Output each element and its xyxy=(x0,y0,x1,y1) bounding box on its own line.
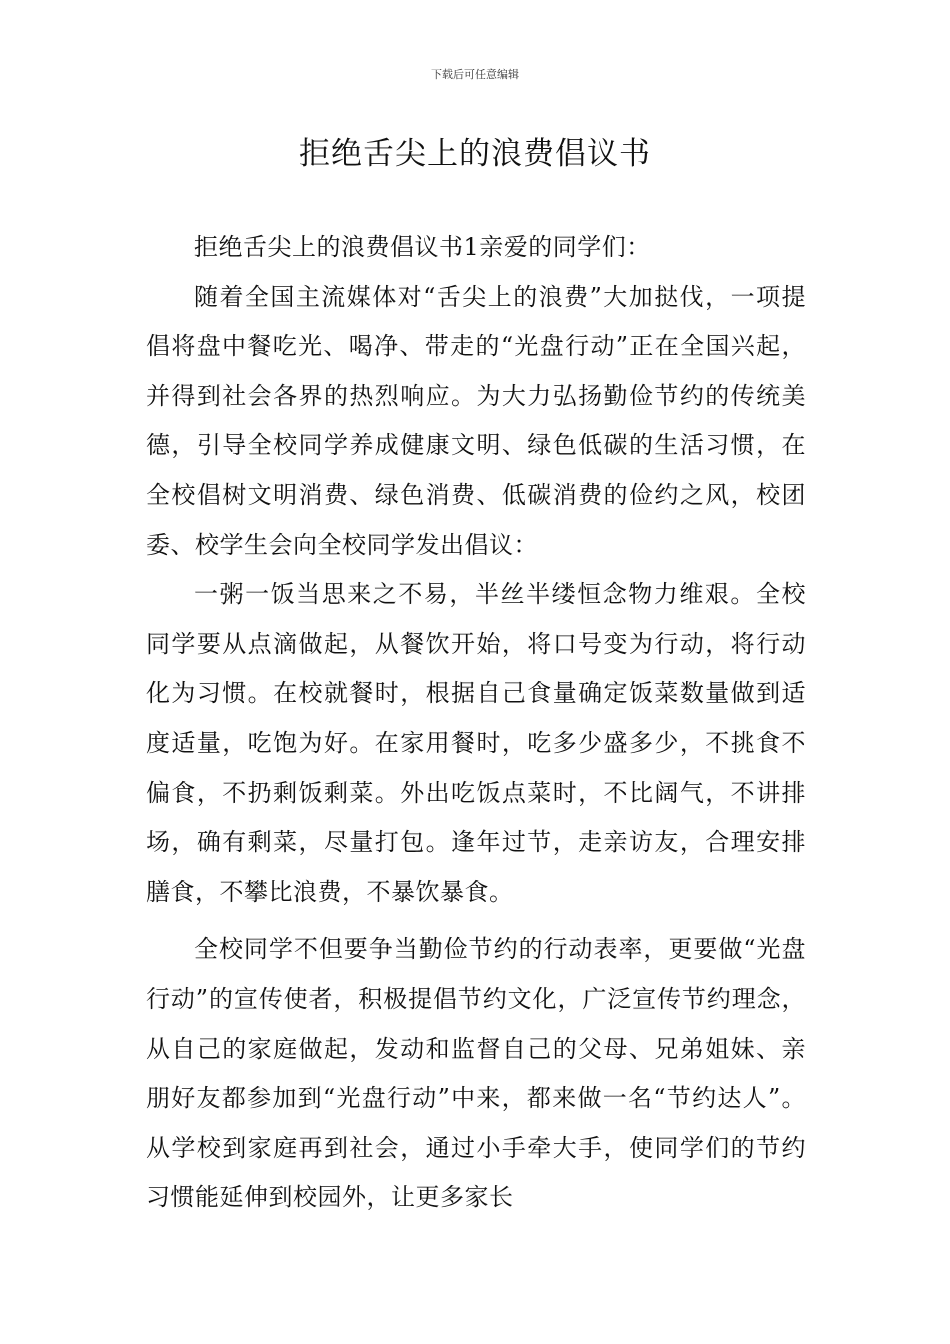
header-note: 下载后可任意编辑 xyxy=(431,68,519,81)
paragraph-action: 一粥一饭当思来之不易，半丝半缕恒念物力维艰。全校同学要从点滴做起，从餐饮开始，将口号变为行动，将行动化为习惯。在校就餐时，根据自己食量确定饭菜数量做到适度适量，吃饱为好。在家用餐时，吃多少盛多少，不挑食不偏食，不扔剩饭剩菜。外出吃饭点菜时，不比阔气，不讲排场，确有剩菜，尽量打包。逢年过节，走亲访友，合理安排膳食，不攀比浪费，不暴饮暴食。 xyxy=(146,580,806,906)
document-body xyxy=(146,223,806,1223)
document-title: 拒绝舌尖上的浪费倡议书 xyxy=(299,136,651,172)
paragraph-promotion: 全校同学不但要争当勤俭节约的行动表率，更要做“光盘行动”的宣传使者，积极提倡节约文化，广泛宣传节约理念，从自己的家庭做起，发动和监督自己的父母、兄弟姐妹、亲朋好友都参加到“光盘行动”中来，都来做一名“节约达人”。从学校到家庭再到社会，通过小手牵大手，使同学们的节约习惯能延伸到校园外，让更多家长 xyxy=(146,935,806,1212)
paragraph-salutation: 拒绝舌尖上的浪费倡议书1亲爱的同学们： xyxy=(194,233,651,261)
paragraph-intro: 随着全国主流媒体对“舌尖上的浪费”大加挞伐，一项提倡将盘中餐吃光、喝净、带走的“光盘行动”正在全国兴起，并得到社会各界的热烈响应。为大力弘扬勤俭节约的传统美德，引导全校同学养成健康文明、绿色低碳的生活习惯，在全校倡树文明消费、绿色消费、低碳消费的俭约之风，校团委、校学生会向全校同学发出倡议： xyxy=(146,282,806,559)
